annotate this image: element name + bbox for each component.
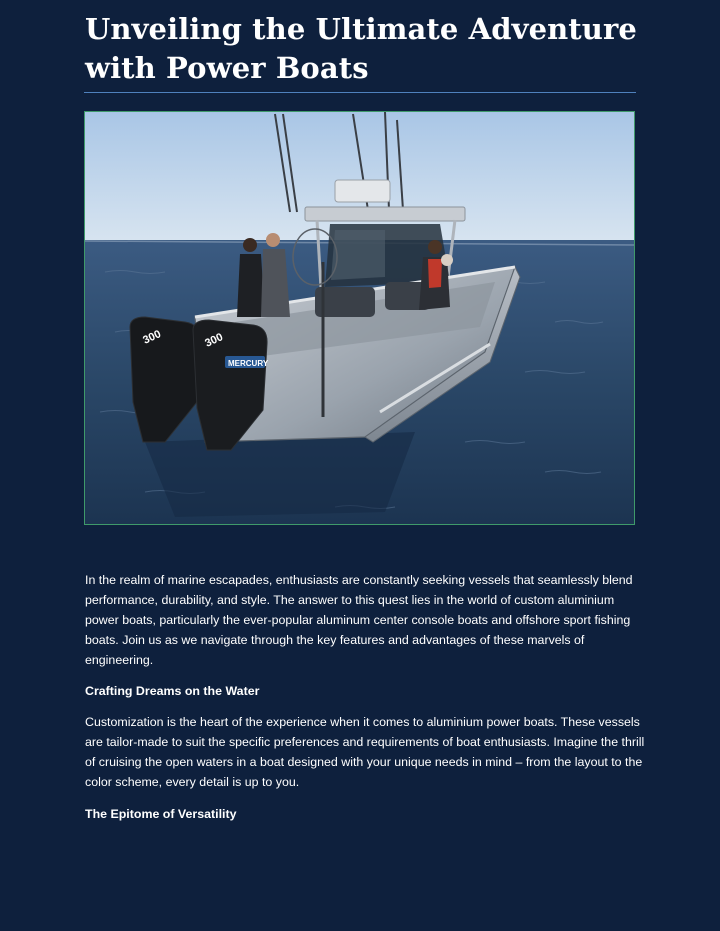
section-heading-crafting: Crafting Dreams on the Water [85, 684, 260, 698]
engine-brand-label: MERCURY [228, 359, 269, 368]
crafting-paragraph: Customization is the heart of the experience when it comes to aluminium power boats. These vessels are tailor-made to suit the specific preferences and requirements of boat enthusiasts. Imagine the thrill of cruising the open waters in a boat designed with your unique needs in mind – from the layout to the color scheme, every detail is up to you. [85, 715, 645, 789]
title-underline [84, 92, 636, 93]
boat-photo [84, 111, 635, 525]
engine-model-label-right: 300 [203, 331, 225, 350]
section-heading-versatility: The Epitome of Versatility [85, 807, 237, 821]
boat-photo-illustration [85, 112, 634, 524]
intro-paragraph: In the realm of marine escapades, enthusiasts are constantly seeking vessels that seamlessly blend performance, durability, and style. The answer to this quest lies in the world of custom aluminium power boats, particularly the ever-popular aluminum center console boats and offshore sport fishing boats. Join us as we navigate through the key features and advantages of these marvels of engineering. [85, 573, 633, 667]
page-title: Unveiling the Ultimate Adventure with Power Boats [85, 12, 637, 85]
engine-model-label-left: 300 [141, 328, 163, 347]
sky [85, 112, 634, 242]
